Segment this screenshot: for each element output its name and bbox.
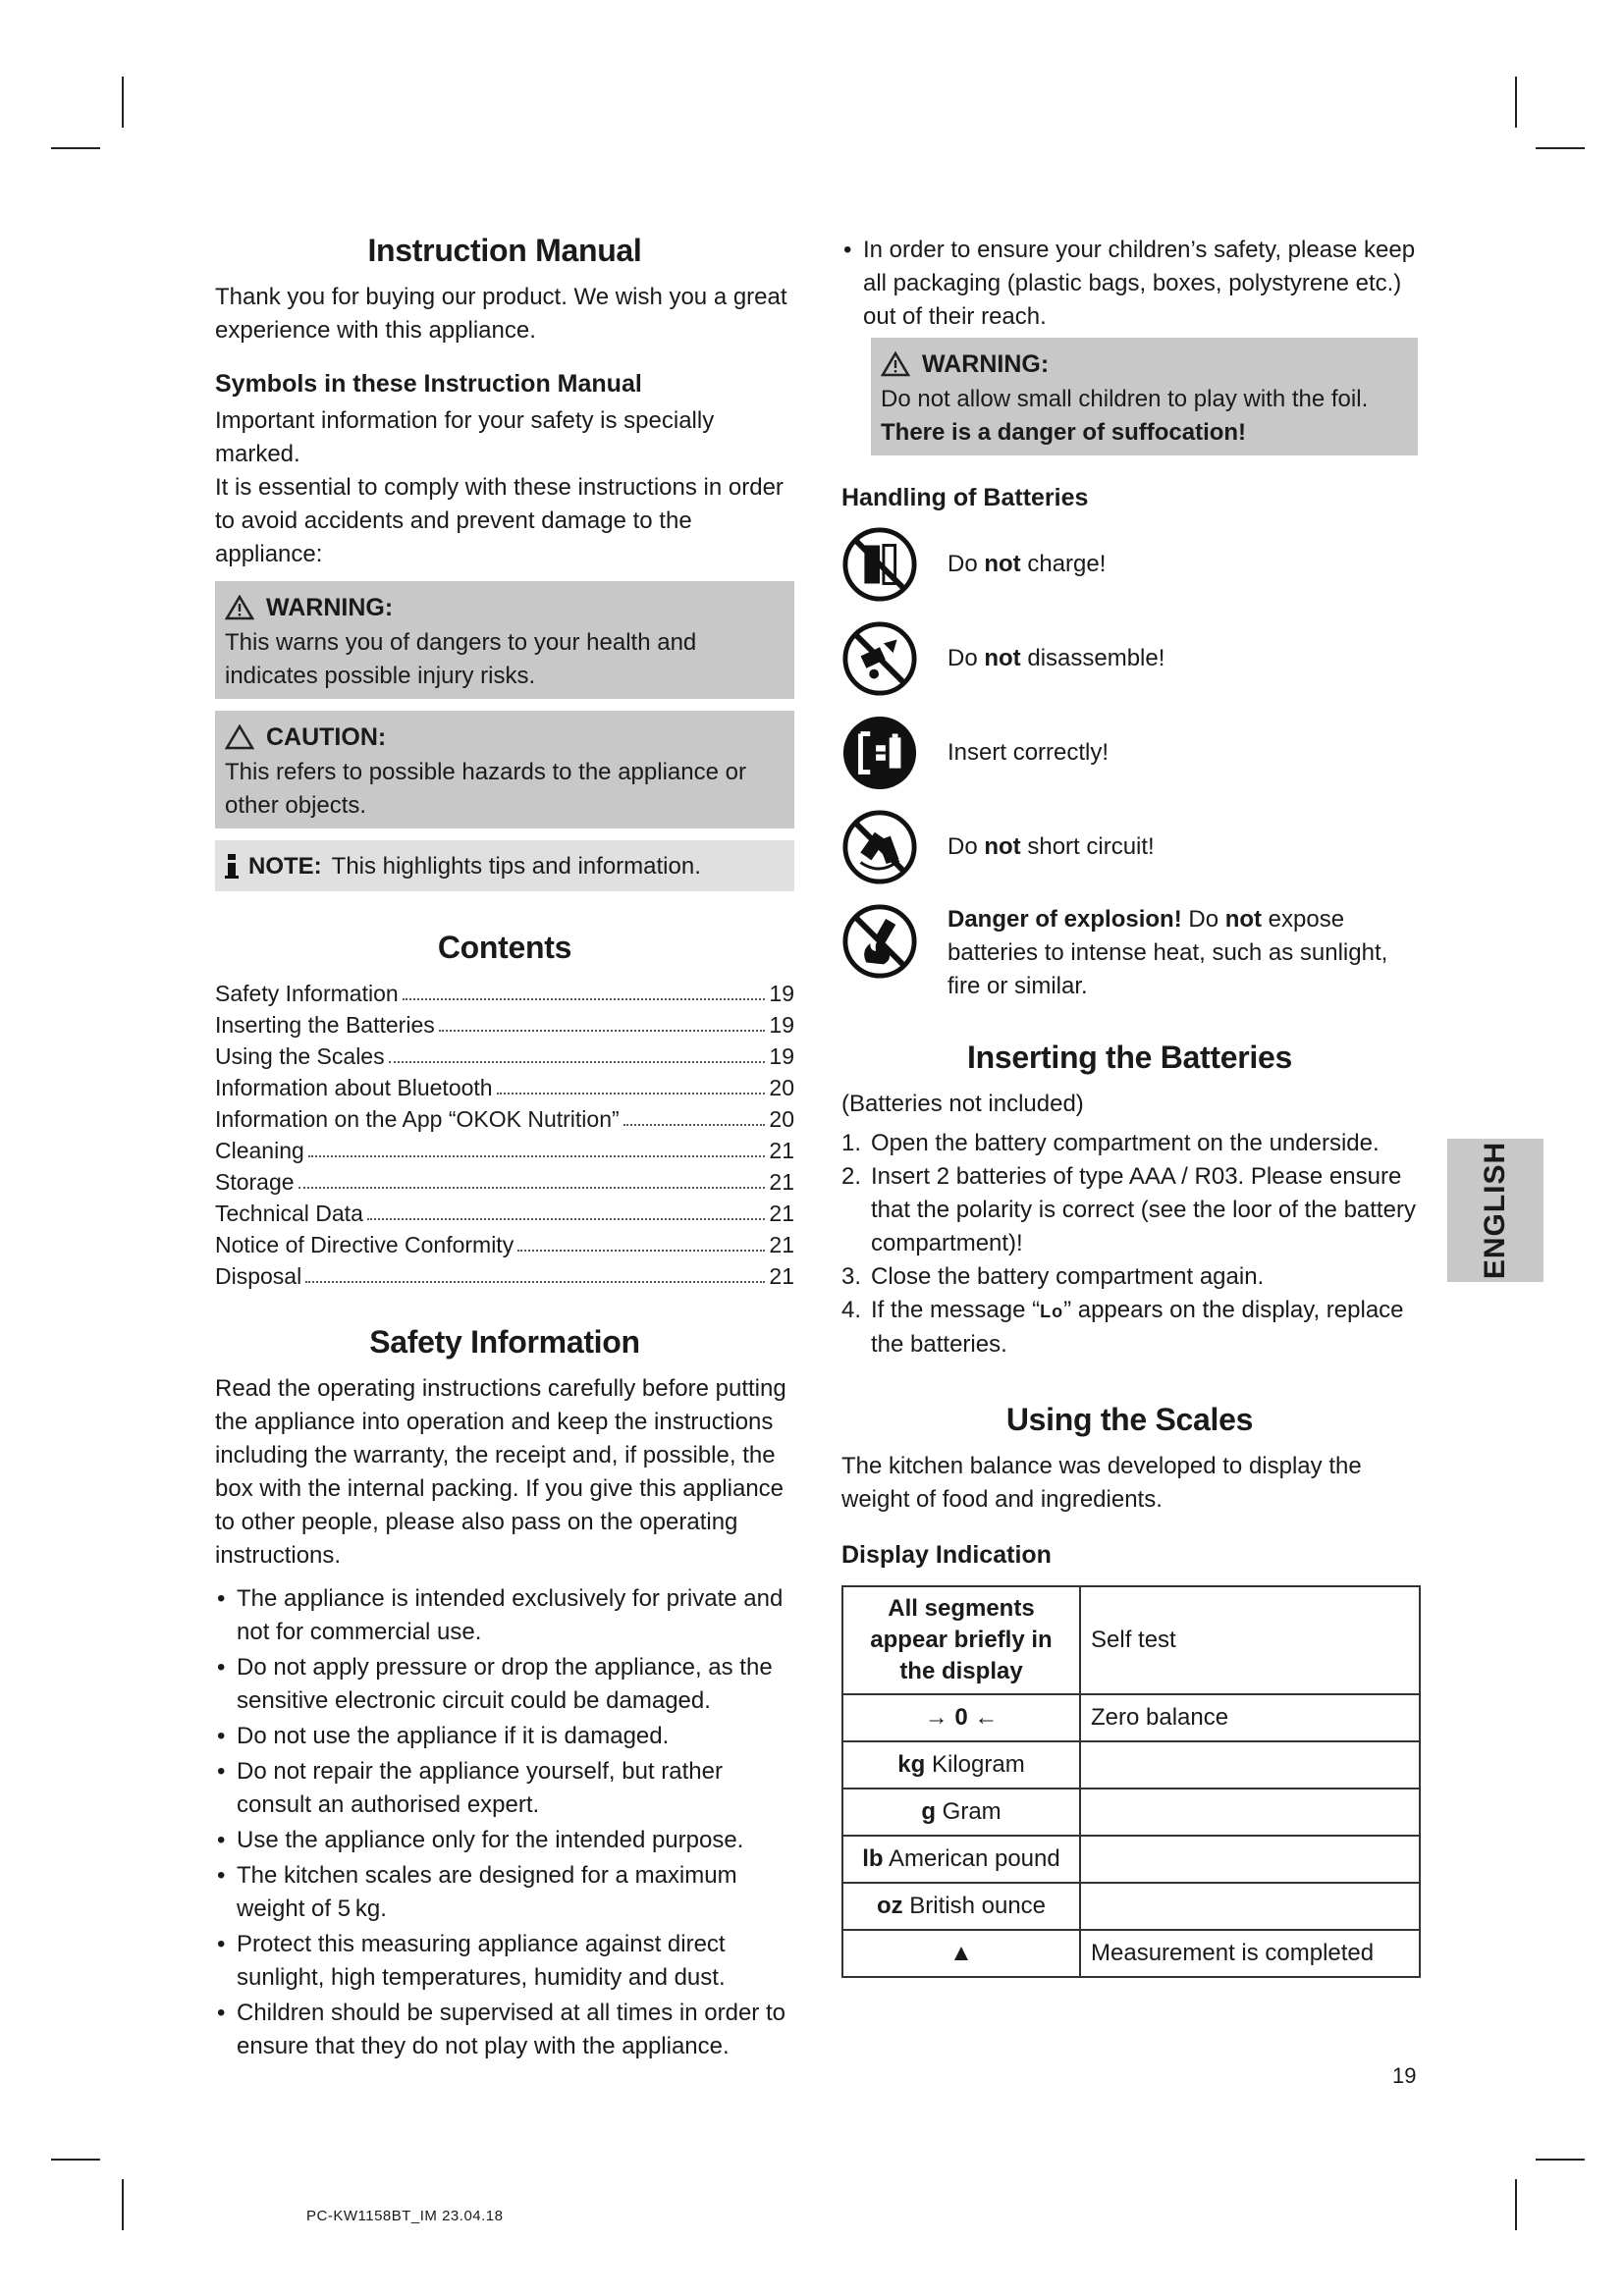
no-short-circuit-icon [841, 809, 918, 885]
rule-text: Insert correctly! [947, 739, 1110, 766]
list-item: • Protect this measuring appliance against direct sunlight, high temperatures, humidity and dust. [215, 1928, 794, 1995]
toc-entry[interactable]: Storage 21 [215, 1169, 794, 1195]
warning-icon [225, 595, 254, 620]
batteries-heading: Handling of Batteries [841, 484, 1089, 511]
table-row: All segments appear briefly in the display Self test [842, 1586, 1420, 1694]
footer-code: PC-KW1158BT_IM 23.04.18 [306, 2208, 504, 2224]
rule-bold: not [984, 551, 1021, 577]
warning-box [215, 581, 794, 699]
inserting-title: Inserting the Batteries [967, 1040, 1292, 1075]
toc-entry[interactable]: Notice of Directive Conformity 21 [215, 1232, 794, 1257]
caution-box [215, 711, 794, 828]
info-icon [225, 854, 239, 880]
crop-mark [1515, 2179, 1517, 2230]
rule-text: Do [947, 645, 985, 671]
display-heading: Display Indication [841, 1541, 1052, 1569]
toc-entry[interactable]: Information on the App “OKOK Nutrition” 20 [215, 1106, 794, 1132]
table-row: oz British ounce [842, 1883, 1420, 1930]
caution-title [225, 721, 785, 754]
battery-rule [841, 526, 1418, 603]
note-box [215, 840, 794, 891]
page-number: 19 [1392, 2063, 1417, 2088]
toc-entry[interactable]: Disposal 21 [215, 1263, 794, 1289]
battery-rule [841, 903, 1418, 1003]
inserting-note: (Batteries not included) [841, 1091, 1084, 1117]
language-tab [1447, 1139, 1543, 1282]
using-text: The kitchen balance was developed to display the weight of food and ingredients. [841, 1453, 1362, 1513]
no-fire-icon [841, 903, 918, 980]
list-item: • Do not repair the appliance yourself, but rather consult an authorised expert. [215, 1755, 794, 1822]
foil-warning-label: WARNING: [922, 350, 1050, 378]
no-charge-icon [841, 526, 918, 603]
left-column [215, 234, 794, 2065]
table-row: kg Kilogram [842, 1741, 1420, 1789]
crop-mark [1536, 2159, 1585, 2161]
safety-list [215, 1582, 794, 2063]
symbols-text-1: Important information for your safety is specially marked. [215, 407, 715, 467]
foil-warning-title [881, 347, 1408, 381]
toc-entry[interactable]: Inserting the Batteries 19 [215, 1012, 794, 1038]
warning-icon [881, 351, 910, 377]
toc-entry[interactable]: Technical Data 21 [215, 1201, 794, 1226]
list-item: 3. Close the battery compartment again. [841, 1263, 1265, 1290]
crop-mark [122, 77, 124, 128]
crop-mark [51, 2159, 100, 2161]
caution-text: This refers to possible hazards to the appliance or other objects. [225, 759, 746, 819]
children-list [841, 234, 1418, 334]
caution-label: CAUTION: [266, 723, 387, 751]
rule-bold: not [984, 833, 1021, 860]
list-item: 4. If the message “Lo” appears on the display, replace the batteries. [841, 1297, 1404, 1358]
list-item: • Do not use the appliance if it is damaged. [215, 1720, 794, 1753]
safety-text: Read the operating instructions carefully before putting the appliance into operation and keep the instructions including the warranty, the receipt and, if possible, the box with the internal packing. If you give this appliance to other people, please also pass on the operating instructions. [215, 1375, 786, 1569]
table-of-contents [215, 978, 794, 1292]
intro-text: Thank you for buying our product. We wish you a great experience with this appliance. [215, 284, 787, 344]
using-title: Using the Scales [1005, 1402, 1254, 1437]
display-table [841, 1585, 1421, 1978]
toc-entry[interactable]: Safety Information 19 [215, 981, 794, 1006]
crop-mark [1536, 147, 1585, 149]
explosion-text: Danger of explosion! Do not expose batteries to intense heat, such as sunlight, fire or similar. [947, 906, 1388, 999]
inserting-steps [841, 1127, 1418, 1362]
table-row: ▲ Measurement is completed [842, 1930, 1420, 1977]
table-row: lb American pound [842, 1836, 1420, 1883]
rule-text: short circuit! [1020, 833, 1155, 860]
list-item: • In order to ensure your children’s safety, please keep all packaging (plastic bags, boxes, polystyrene etc.) out of their reach. [841, 234, 1418, 334]
table-row: g Gram [842, 1789, 1420, 1836]
rule-bold: not [984, 645, 1021, 671]
symbols-text-2: It is essential to comply with these instructions in order to avoid accidents and prevent damage to the appliance: [215, 474, 784, 567]
battery-rule [841, 715, 1418, 791]
right-column [841, 234, 1418, 1978]
list-item: 2. Insert 2 batteries of type AAA / R03. Please ensure that the polarity is correct (see the loor of the battery compartment)! [841, 1163, 1416, 1256]
foil-warning-box [871, 338, 1418, 455]
rule-text: charge! [1020, 551, 1107, 577]
crop-mark [1515, 77, 1517, 128]
insert-correctly-icon [841, 715, 918, 791]
no-disassemble-icon [841, 620, 918, 697]
list-item: 1. Open the battery compartment on the underside. [841, 1130, 1380, 1156]
toc-entry[interactable]: Using the Scales 19 [215, 1043, 794, 1069]
table-row: → 0 ← Zero balance [842, 1694, 1420, 1741]
rule-text: Do [947, 833, 985, 860]
rule-text: Do [947, 551, 985, 577]
manual-title: Instruction Manual [367, 233, 642, 268]
battery-rule [841, 809, 1418, 885]
list-item: • The kitchen scales are designed for a maximum weight of 5 kg. [215, 1859, 794, 1926]
low-battery-symbol: Lo [1040, 1302, 1064, 1321]
safety-title: Safety Information [369, 1324, 640, 1360]
list-item: • Do not apply pressure or drop the appliance, as the sensitive electronic circuit could be damaged. [215, 1651, 794, 1718]
caution-icon [225, 724, 254, 750]
crop-mark [122, 2179, 124, 2230]
contents-title: Contents [437, 930, 572, 965]
list-item: • The appliance is intended exclusively for private and not for commercial use. [215, 1582, 794, 1649]
note-label: NOTE: [248, 853, 322, 880]
language-tab-label: ENGLISH [1479, 1141, 1512, 1280]
foil-warning-danger: There is a danger of suffocation! [881, 419, 1247, 446]
list-item: • Children should be supervised at all times in order to ensure that they do not play with the appliance. [215, 1997, 794, 2063]
toc-entry[interactable]: Cleaning 21 [215, 1138, 794, 1163]
warning-text: This warns you of dangers to your health and indicates possible injury risks. [225, 629, 697, 689]
rule-text: disassemble! [1020, 645, 1165, 671]
toc-entry[interactable]: Information about Bluetooth 20 [215, 1075, 794, 1100]
battery-rule [841, 620, 1418, 697]
foil-warning-text: Do not allow small children to play with the foil. [881, 386, 1369, 412]
note-text: This highlights tips and information. [331, 853, 701, 880]
warning-label: WARNING: [266, 594, 394, 621]
symbols-heading: Symbols in these Instruction Manual [215, 370, 642, 398]
warning-title [225, 591, 785, 624]
crop-mark [51, 147, 100, 149]
list-item: • Use the appliance only for the intended purpose. [215, 1824, 794, 1857]
